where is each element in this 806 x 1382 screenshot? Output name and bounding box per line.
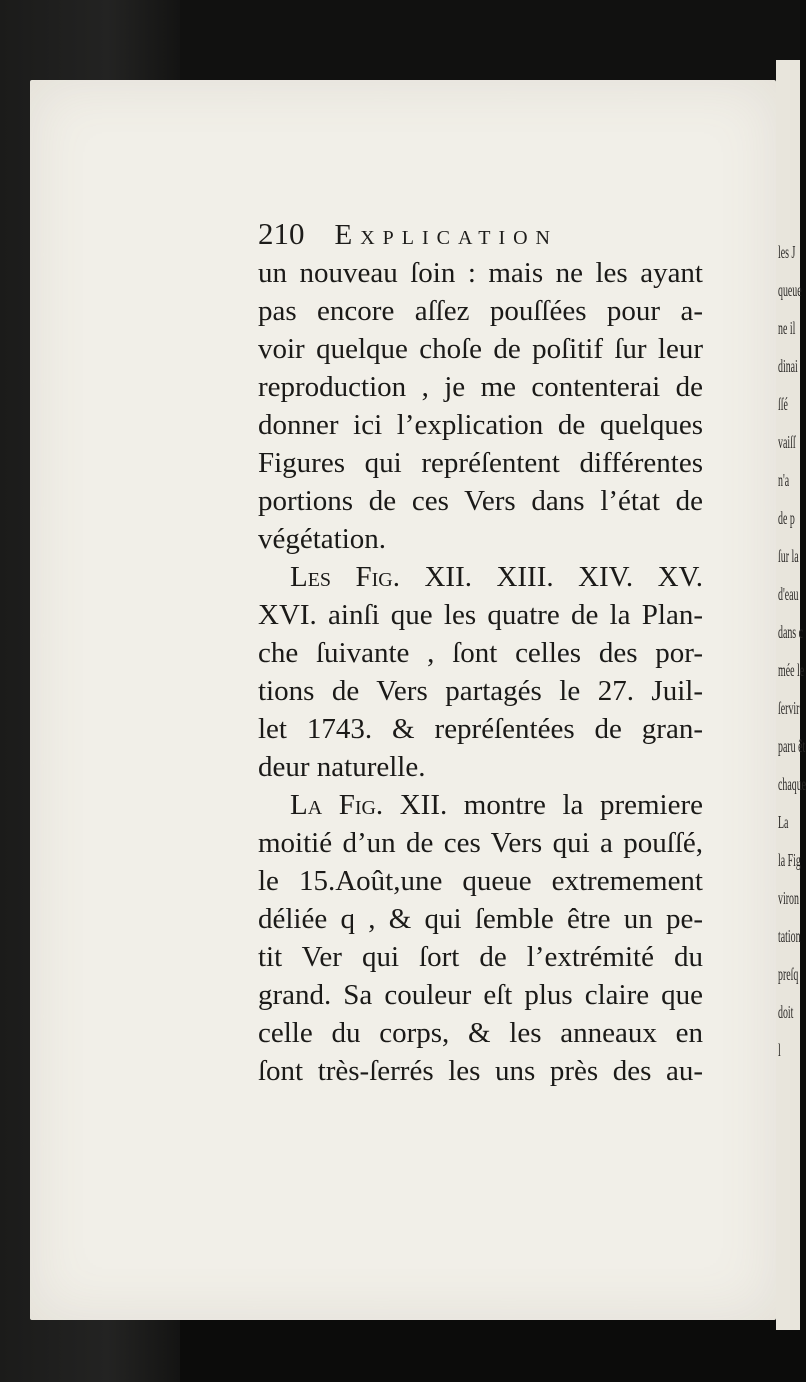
paragraph-lead-caps: Les Fig. xyxy=(290,561,401,593)
facing-page-fragment: d'eau xyxy=(778,584,799,604)
facing-page-fragment: La xyxy=(778,812,789,832)
paragraph-lead-rest: XII. XIII. XIV. XV. xyxy=(400,561,704,593)
text-line: moitié d’un de ces Vers qui a pouſſé, xyxy=(258,827,703,859)
text-line: reproduction , je me contenterai de xyxy=(258,371,703,403)
text-line: tit Ver qui ſort de l’extrémité du xyxy=(258,941,703,973)
text-line: ſont très-ſerrés les uns près des au- xyxy=(258,1055,703,1087)
text-line: voir quelque choſe de poſitif ſur leur xyxy=(258,333,703,365)
text-line: tions de Vers partagés le 27. Juil- xyxy=(258,675,703,707)
facing-page-fragment: preſq xyxy=(778,964,799,984)
text-line: grand. Sa couleur eſt plus claire que xyxy=(258,979,703,1011)
text-line: portions de ces Vers dans l’état de xyxy=(258,485,703,517)
text-line: donner ici l’explication de quelques xyxy=(258,409,703,441)
facing-page-fragment: l xyxy=(778,1040,781,1060)
text-line: che ſuivante , ſont celles des por- xyxy=(258,637,703,669)
paragraph-lead-caps: La Fig. xyxy=(290,789,384,821)
facing-page-fragment: vaiſſ xyxy=(778,432,796,452)
paragraph-start-line xyxy=(290,786,703,824)
facing-page-fragment: queue xyxy=(778,280,802,300)
text-line: XVI. ainſi que les quatre de la Plan- xyxy=(258,599,703,631)
facing-page-fragment: tation xyxy=(778,926,801,946)
facing-page-fragment: mée le xyxy=(778,660,805,680)
facing-page-fragment: viron xyxy=(778,888,799,908)
text-line: déliée q , & qui ſemble être un pe- xyxy=(258,903,703,935)
text-line: végétation. xyxy=(258,523,387,555)
text-line: deur naturelle. xyxy=(258,751,426,783)
facing-page-fragment: n'a xyxy=(778,470,790,490)
facing-page-fragment: la Fig xyxy=(778,850,801,870)
facing-page-fragment: chaque xyxy=(778,774,806,794)
facing-page-fragment: doit xyxy=(778,1002,794,1022)
running-title: Explication xyxy=(334,219,558,251)
running-header xyxy=(258,216,558,252)
facing-page-fragment: ne il xyxy=(778,318,796,338)
facing-page-fragment: ſervir xyxy=(778,698,800,718)
facing-page-fragment: ſſé xyxy=(778,394,788,414)
facing-page-fragment: paru êt xyxy=(778,736,806,756)
text-line: celle du corps, & les anneaux en xyxy=(258,1017,703,1049)
text-line: un nouveau ſoin : mais ne les ayant xyxy=(258,257,703,289)
paragraph-lead-rest: XII. montre la premiere xyxy=(383,789,703,821)
facing-page-fragment: de p xyxy=(778,508,795,528)
page-number: 210 xyxy=(258,216,305,251)
facing-page-fragment: les J xyxy=(778,242,796,262)
text-line: le 15.Août,une queue extremement xyxy=(258,865,703,897)
paragraph-start-line xyxy=(290,558,703,596)
facing-page-edge xyxy=(776,60,806,1330)
text-line: let 1743. & repréſentées de gran- xyxy=(258,713,703,745)
facing-page-fragment: dinai xyxy=(778,356,798,376)
facing-page-fragment: dans c xyxy=(778,622,804,642)
facing-page-fragment: ſur la xyxy=(778,546,799,566)
text-line: Figures qui repréſentent différentes xyxy=(258,447,703,479)
text-line: pas encore aſſez pouſſées pour a- xyxy=(258,295,703,327)
